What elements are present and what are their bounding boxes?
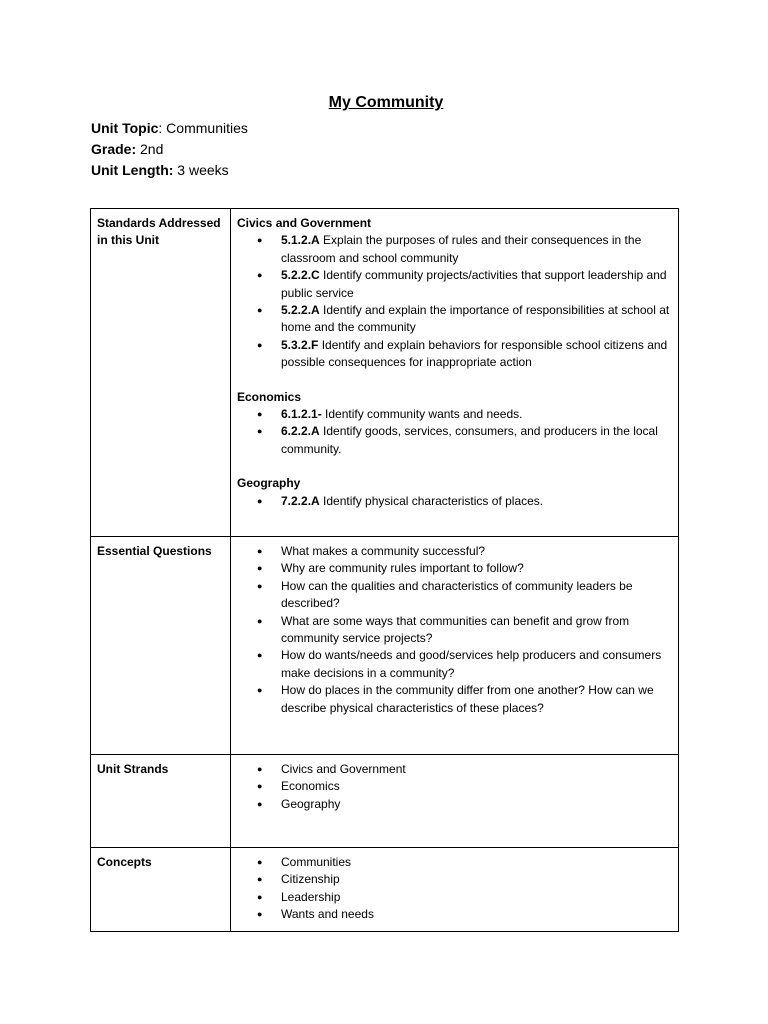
concepts-content xyxy=(231,848,679,932)
essential-questions-row xyxy=(91,537,679,755)
unit-strands-row xyxy=(91,755,679,848)
unit-length-label: Unit Length: xyxy=(91,162,174,178)
unit-topic-line xyxy=(91,118,248,139)
list-item: ● What are some ways that communities can benefit and grow from community service projects? xyxy=(281,613,672,648)
standards-row xyxy=(91,209,679,537)
list-item: ● Leadership xyxy=(281,889,672,906)
grade-label: Grade: xyxy=(91,141,137,157)
unit-plan-table xyxy=(90,208,679,932)
standard-text: Explain the purposes of rules and their consequences in the classroom and school community xyxy=(281,233,642,265)
list-item: ● Economics xyxy=(281,778,672,795)
list-item: ● Citizenship xyxy=(281,871,672,888)
list-item: ● How do wants/needs and good/services help producers and consumers make decisions in a community? xyxy=(281,647,672,682)
list-item: ● Wants and needs xyxy=(281,906,672,923)
concepts-list xyxy=(237,854,672,924)
standard-text: Identify physical characteristics of places. xyxy=(319,493,544,508)
standard-code: 6.2.2.A xyxy=(281,424,320,439)
unit-length-value: 3 weeks xyxy=(173,162,229,178)
spacer xyxy=(237,372,672,389)
essential-questions-content xyxy=(231,537,679,755)
list-item: ● How do places in the community differ from one another? How can we describe physical characteristics of these places? xyxy=(281,682,672,717)
spacer xyxy=(237,458,672,475)
list-item: ● Why are community rules important to follow? xyxy=(281,560,672,577)
list-item xyxy=(281,337,672,372)
unit-strands-list xyxy=(237,761,672,813)
list-item xyxy=(281,493,672,510)
civics-list xyxy=(237,232,672,371)
page-title: My Community xyxy=(328,94,444,111)
unit-topic-value: : Communities xyxy=(158,120,248,136)
standard-code: 6.1.2.1- xyxy=(281,407,322,422)
section-heading-economics: Economics xyxy=(237,389,302,404)
standard-code: 7.2.2.A xyxy=(281,493,320,508)
essential-questions-label: Essential Questions xyxy=(91,537,231,755)
standard-text: Identify and explain behaviors for responsible school citizens and possible consequences for inappropriate action xyxy=(281,337,668,370)
list-item xyxy=(281,232,672,267)
list-item: ● Civics and Government xyxy=(281,761,672,778)
list-item xyxy=(281,406,672,423)
standard-text: Identify community wants and needs. xyxy=(321,407,523,422)
standard-code: 5.1.2.A xyxy=(281,233,320,248)
unit-strands-label: Unit Strands xyxy=(91,755,231,848)
section-heading-geography: Geography xyxy=(237,476,301,491)
section-heading-civics: Civics and Government xyxy=(237,216,372,230)
list-item: ● Geography xyxy=(281,796,672,813)
list-item xyxy=(281,267,672,302)
grade-line xyxy=(91,139,248,160)
concepts-label: Concepts xyxy=(91,848,231,932)
unit-meta xyxy=(91,118,248,181)
list-item xyxy=(281,423,672,458)
unit-topic-label: Unit Topic xyxy=(91,120,159,136)
standard-text: Identify goods, services, consumers, and producers in the local community. xyxy=(281,424,658,456)
list-item: ● How can the qualities and characteristics of community leaders be described? xyxy=(281,578,672,613)
list-item: ● What makes a community successful? xyxy=(281,543,672,560)
grade-value: 2nd xyxy=(136,141,164,157)
unit-strands-content xyxy=(231,755,679,848)
standard-code: 5.2.2.A xyxy=(281,303,320,318)
unit-length-line xyxy=(91,160,248,181)
list-item: ● Communities xyxy=(281,854,672,871)
standards-label: Standards Addressed in this Unit xyxy=(91,209,231,537)
standard-text: Identify community projects/activities that support leadership and public service xyxy=(281,268,667,300)
standard-code: 5.2.2.C xyxy=(281,268,320,283)
standard-code: 5.3.2.F xyxy=(281,337,319,352)
economics-list xyxy=(237,406,672,458)
concepts-row xyxy=(91,848,679,932)
standards-content xyxy=(231,209,679,537)
standard-text: Identify and explain the importance of responsibilities at school at home and the community xyxy=(281,303,670,335)
geography-list xyxy=(237,493,672,510)
list-item xyxy=(281,302,672,337)
essential-questions-list xyxy=(237,543,672,717)
